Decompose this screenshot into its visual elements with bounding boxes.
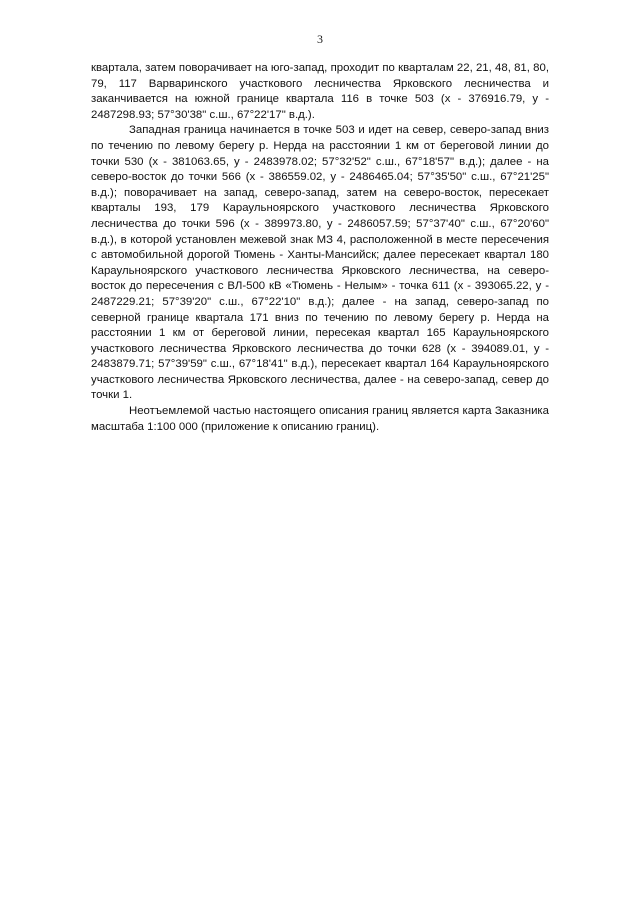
document-body [91, 61, 549, 435]
page-number: 3 [317, 32, 323, 46]
paragraph-continuation: квартала, затем поворачивает на юго-запад, проходит по кварталам 22, 21, 48, 81, 80, 79, 117 Варваринского участкового лесничества Ярковского лесничества и заканчивается на южной границе квартала 116 в точке 503 (x - 376916.79, y - 2487298.93; 57°30'38" с.ш., 67°22'17" в.д.). [91, 62, 549, 121]
paragraph-western-boundary: Западная граница начинается в точке 503 и идет на север, северо-запад вниз по течению по левому берегу р. Нерда на расстоянии 1 км от береговой линии до точки 530 (x - 381063.65, y - 2483978.02; 57°32'52" с.ш., 67°18'57" в.д.); далее - на северо-восток до точки 566 (x - 386559.02, y - 2486465.04; 57°35'50" с.ш., 67°21'25" в.д.); поворачивает на запад, северо-запад, затем на северо-восток, пересекает кварталы 193, 179 Караульноярского участкового лесничества Ярковского лесничества до точки 596 (x - 389973.80, y - 2486057.59; 57°37'40" с.ш., 67°20'60" в.д.), в которой установлен межевой знак МЗ 4, расположенной в месте пересечения с автомобильной дорогой Тюмень - Ханты-Мансийск; далее пересекает квартал 180 Караульноярского участкового лесничества Ярковского лесничества, на северо-восток до пересечения с ВЛ-500 кВ «Тюмень - Нелым» - точка 611 (x - 393065.22, y - 2487229.21; 57°39'20" с.ш., 67°22'10" в.д.); далее - на запад, северо-запад по северной границе квартала 171 вниз по течению по левому берегу р. Нерда на расстоянии 1 км от береговой линии, пересекая квартал 165 Караульноярского участкового лесничества Ярковского лесничества до точки 628 (x - 394089.01, y - 2483879.71; 57°39'59" с.ш., 67°18'41" в.д.), пересекает квартал 164 Караульноярского участкового лесничества Ярковского лесничества, далее - на северо-запад, север до точки 1. [91, 124, 549, 402]
paragraph-map-reference: Неотъемлемой частью настоящего описания границ является карта Заказника масштаба 1:100 000 (приложение к описанию границ). [91, 405, 549, 433]
